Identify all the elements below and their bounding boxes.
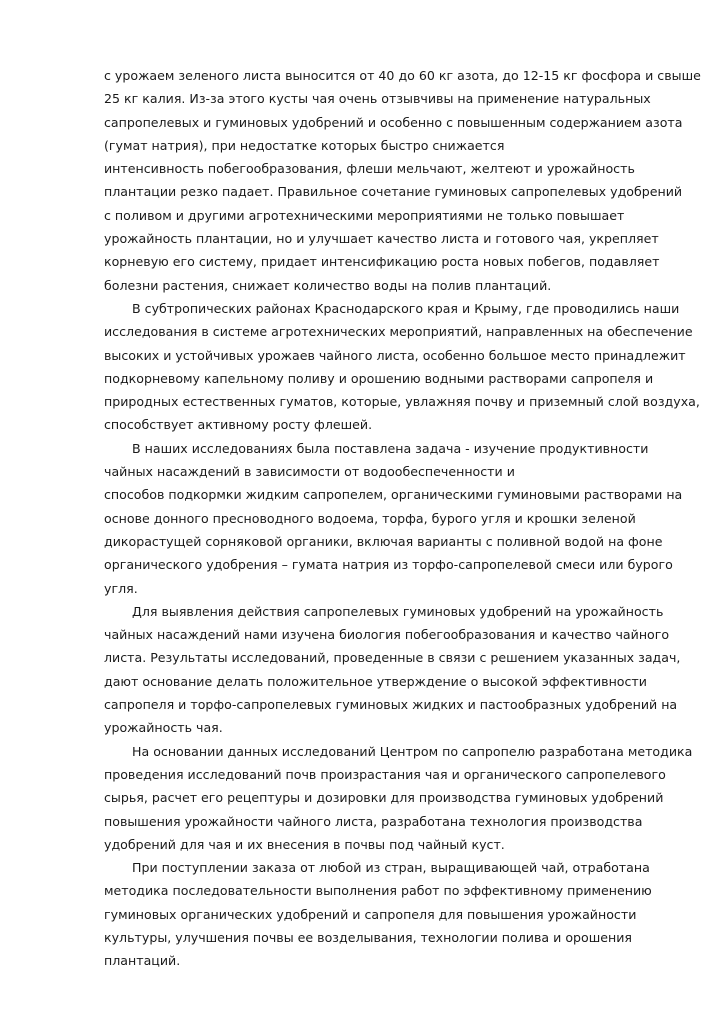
paragraph-4	[104, 600, 704, 740]
text-line: основе донного пресноводного водоема, торфа, бурого угля и крошки зеленой	[104, 510, 636, 526]
document-body	[104, 64, 704, 973]
text-line: с поливом и другими агротехническими мероприятиями не только повышает	[104, 207, 625, 223]
paragraph-3	[104, 437, 704, 600]
text-line: повышения урожайности чайного листа, разработана технология производства	[104, 813, 643, 829]
text-line: 25 кг калия. Из-за этого кусты чая очень отзывчивы на применение натуральных	[104, 91, 651, 107]
text-line: Для выявления действия сапропелевых гуминовых удобрений на урожайность	[132, 603, 664, 619]
text-line: плантации резко падает. Правильное сочетание гуминовых сапропелевых удобрений	[104, 184, 683, 200]
text-line: культуры, улучшения почвы ее возделывания, технологии полива и орошения	[104, 929, 632, 945]
text-line: сапропеля и торфо-сапропелевых гуминовых жидких и пастообразных удобрений на	[104, 697, 678, 713]
text-line: чайных насаждений в зависимости от водообеспеченности и	[104, 464, 515, 480]
paragraph-1	[104, 64, 704, 297]
text-line: с урожаем зеленого листа выносится от 40 до 60 кг азота, до 12-15 кг фосфора и свыше	[104, 68, 701, 83]
paragraph-5	[104, 740, 704, 856]
text-line: болезни растения, снижает количество воды на полив плантаций.	[104, 277, 552, 293]
text-line: проведения исследований почв произрастания чая и органического сапропелевого	[104, 766, 666, 782]
text-line: чайных насаждений нами изучена биология побегообразования и качество чайного	[104, 627, 670, 643]
text-line: интенсивность побегообразования, флеши мельчают, желтеют и урожайность	[104, 161, 635, 177]
text-line: сырья, расчет его рецептуры и дозировки для производства гуминовых удобрений	[104, 790, 664, 806]
text-line: урожайность чая.	[104, 720, 223, 736]
text-line: методика последовательности выполнения работ по эффективному применению	[104, 883, 652, 899]
text-line: корневую его систему, придает интенсификацию роста новых побегов, подавляет	[104, 254, 660, 270]
text-line: способствует активному росту флешей.	[104, 417, 373, 433]
text-line: угля.	[104, 580, 138, 596]
text-line: В субтропических районах Краснодарского края и Крыму, где проводились наши	[132, 300, 680, 316]
text-line: удобрений для чая и их внесения в почвы под чайный куст.	[104, 836, 505, 852]
text-line: дают основание делать положительное утверждение о высокой эффективности	[104, 673, 647, 689]
text-line: природных естественных гуматов, которые, увлажняя почву и приземный слой воздуха,	[104, 394, 700, 410]
text-line: гуминовых органических удобрений и сапропеля для повышения урожайности	[104, 906, 637, 922]
text-line: сапропелевых и гуминовых удобрений и особенно с повышенным содержанием азота	[104, 114, 683, 130]
text-line: урожайность плантации, но и улучшает качество листа и готового чая, укрепляет	[104, 231, 659, 247]
text-line: подкорневому капельному поливу и орошению водными растворами сапропеля и	[104, 370, 654, 386]
text-line: При поступлении заказа от любой из стран, выращивающей чай, отработана	[132, 860, 650, 876]
text-line: органического удобрения – гумата натрия из торфо-сапропелевой смеси или бурого	[104, 557, 673, 573]
text-line: исследования в системе агротехнических мероприятий, направленных на обеспечение	[104, 324, 693, 340]
text-line: дикорастущей сорняковой органики, включая варианты с поливной водой на фоне	[104, 533, 663, 549]
text-line: (гумат натрия), при недостатке которых быстро снижается	[104, 137, 505, 153]
text-line: листа. Результаты исследований, проведенные в связи с решением указанных задач,	[104, 650, 681, 666]
text-line: плантаций.	[104, 953, 181, 969]
text-line: В наших исследованиях была поставлена задача - изучение продуктивности	[132, 440, 649, 456]
text-line: высоких и устойчивых урожаев чайного листа, особенно большое место принадлежит	[104, 347, 686, 363]
text-line: На основании данных исследований Центром по сапропелю разработана методика	[132, 743, 693, 759]
paragraph-2	[104, 297, 704, 437]
paragraph-6	[104, 856, 704, 972]
text-line: способов подкормки жидким сапропелем, органическими гуминовыми растворами на	[104, 487, 683, 503]
